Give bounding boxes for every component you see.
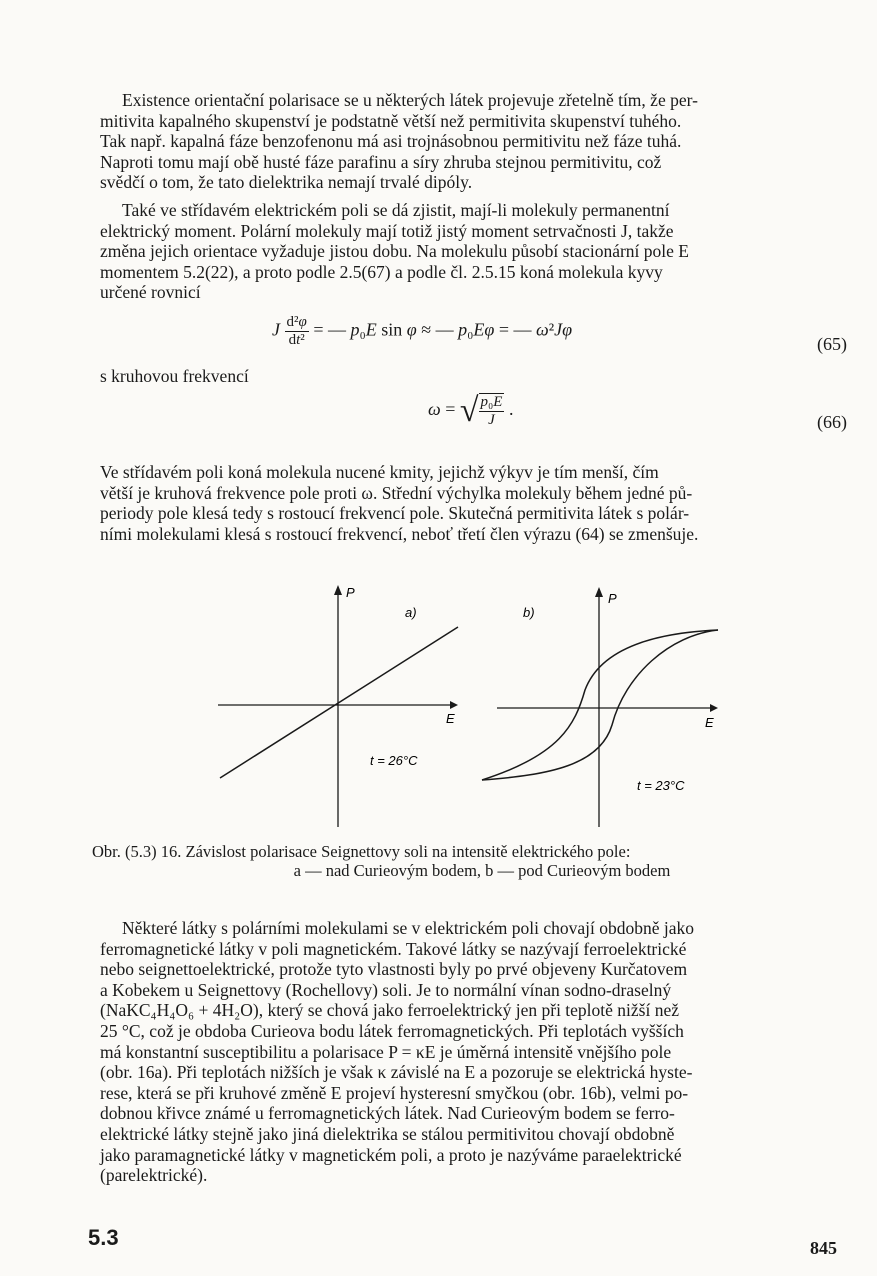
text-line: 25 °C, což je obdoba Curieova bodu látek ferromagnetických. Při teplotách vyšších: [100, 1020, 684, 1041]
text-line: ferromagnetické látky v poli magnetickém. Takové látky se nazývají ferroelektrické: [100, 938, 687, 959]
text-line: ními molekulami klesá s rostoucí frekvencí, neboť třetí člen výrazu (64) se zmenšuje.: [100, 523, 699, 544]
text-line: Také ve střídavém elektrickém poli se dá zjistit, mají-li molekuly permanentní: [122, 200, 670, 220]
text-line: elektrický moment. Polární molekuly mají totiž jistý moment setrvačnosti J, takže: [100, 220, 674, 241]
text-line: s kruhovou frekvencí: [100, 366, 249, 386]
panel-a-e-label: E: [446, 711, 455, 726]
text-line: větší je kruhová frekvence pole proti ω. Střední výchylka molekuly během jedné pů-: [100, 482, 693, 503]
text-line: Existence orientační polarisace se u některých látek projevuje zřetelně tím, že per-: [122, 90, 698, 110]
panel-b-e-arrow-icon: [710, 704, 718, 712]
text-line: dobnou křivce známé u ferromagnetických látek. Nad Curieovým bodem se ferro-: [100, 1103, 675, 1124]
text-line: Naproti tomu mají obě husté fáze parafinu a síry zhruba stejnou permitivitu, což: [100, 151, 662, 172]
panel-a-label: a): [405, 605, 417, 620]
paragraph-2: [100, 200, 850, 303]
text-line: Některé látky s polárními molekulami se v elektrickém poli chovají obdobně jako: [122, 918, 694, 938]
panel-a-e-arrow-icon: [450, 701, 458, 709]
equation-65: J $\frac{\text{d²φ}}{\text{dt²}}$ = — p₀E sin φ ≈ — p₀Eφ = — ω²Jφ: [272, 314, 573, 348]
text-line: jako paramagnetické látky v magnetickém poli, a proto je nazýváme paraelektrické: [100, 1144, 682, 1165]
panel-a-polarisation-line: [220, 627, 458, 778]
panel-a-p-label: P: [346, 585, 355, 600]
panel-b-e-label: E: [705, 715, 714, 730]
text-line: (obr. 16a). Při teplotách nižších je však κ závislé na E a pozoruje se elektrická hyste-: [100, 1062, 693, 1083]
text-line: elektrické látky stejně jako jiná dielektrika se stálou permitivitou chovají obdobně: [100, 1123, 675, 1144]
text-line: mitivita kapalného skupenství je podstatně větší než permitivita skupenství tuhého.: [100, 110, 682, 131]
text-line: nebo seignettoelektrické, protože tyto vlastnosti byly po prvé objeveny Kurčatovem: [100, 959, 688, 980]
text-line: Tak např. kapalná fáze benzofenonu má asi trojnásobnou permitivitu než fáze tuhá.: [100, 131, 682, 152]
section-number: 5.3: [88, 1225, 119, 1250]
equation-66: ω = √ $\frac{\text{p₀E}}{J}$ .: [428, 392, 514, 429]
panel-b-p-arrow-icon: [595, 587, 603, 597]
paragraph-4: [100, 918, 850, 1186]
text-line: Ve střídavém poli koná molekula nucené kmity, jejichž výkyv je tím menší, čím: [100, 462, 659, 482]
text-line: určené rovnicí: [100, 282, 201, 303]
panel-b: [482, 587, 718, 827]
text-line: svědčí o tom, že tato dielektrika nemají trvalé dipóly.: [100, 172, 473, 193]
panel-b-hysteresis-lower: [482, 630, 718, 780]
equation-number-65: (65): [817, 334, 847, 354]
text-line: periody pole klesá tedy s rostoucí frekvencí pole. Skutečná permitivita látek s polár-: [100, 503, 690, 524]
text-line: (parelektrické).: [100, 1165, 208, 1186]
text-line: změna jejich orientace vyžaduje jistou dobu. Na molekulu působí stacionární pole E: [100, 241, 689, 262]
equation-number-66: (66): [817, 412, 847, 432]
text-line: a Kobekem u Seignettovy (Rochellovy) soli. Je to normální vínan sodno-draselný: [100, 979, 672, 1000]
text-line: rese, která se při kruhové změně E projeví hysteresní smyčkou (obr. 16b), velmi po-: [100, 1082, 689, 1103]
caption-line-2: a — nad Curieovým bodem, b — pod Curieovým bodem: [293, 861, 671, 880]
panel-a: [218, 585, 458, 827]
page-number: 845: [810, 1238, 837, 1258]
caption-line-1: Obr. (5.3) 16. Závislost polarisace Seignettovy soli na intensitě elektrického pole:: [92, 842, 631, 861]
text-line: momentem 5.2(22), a proto podle 2.5(67) a podle čl. 2.5.15 koná molekula kyvy: [100, 261, 663, 282]
paragraph-1: [100, 90, 850, 193]
panel-a-p-arrow-icon: [334, 585, 342, 595]
panel-b-p-label: P: [608, 591, 617, 606]
paragraph-3: [100, 462, 850, 544]
text-line: (NaKC₄H₄O₆ + 4H₂O), který se chová jako ferroelektrický jen při teplotě nižší než: [100, 1000, 680, 1021]
figure-16: [0, 575, 877, 835]
between-equations-text: [100, 366, 850, 387]
panel-b-hysteresis-upper: [482, 630, 718, 780]
panel-b-temperature: t = 23°C: [637, 778, 685, 793]
text-line: má konstantní susceptibilitu a polarisace P = κE je úměrná intensitě vnějšího pole: [100, 1041, 672, 1062]
panel-b-label: b): [523, 605, 535, 620]
figure-caption: [92, 842, 852, 880]
panel-a-temperature: t = 26°C: [370, 753, 418, 768]
